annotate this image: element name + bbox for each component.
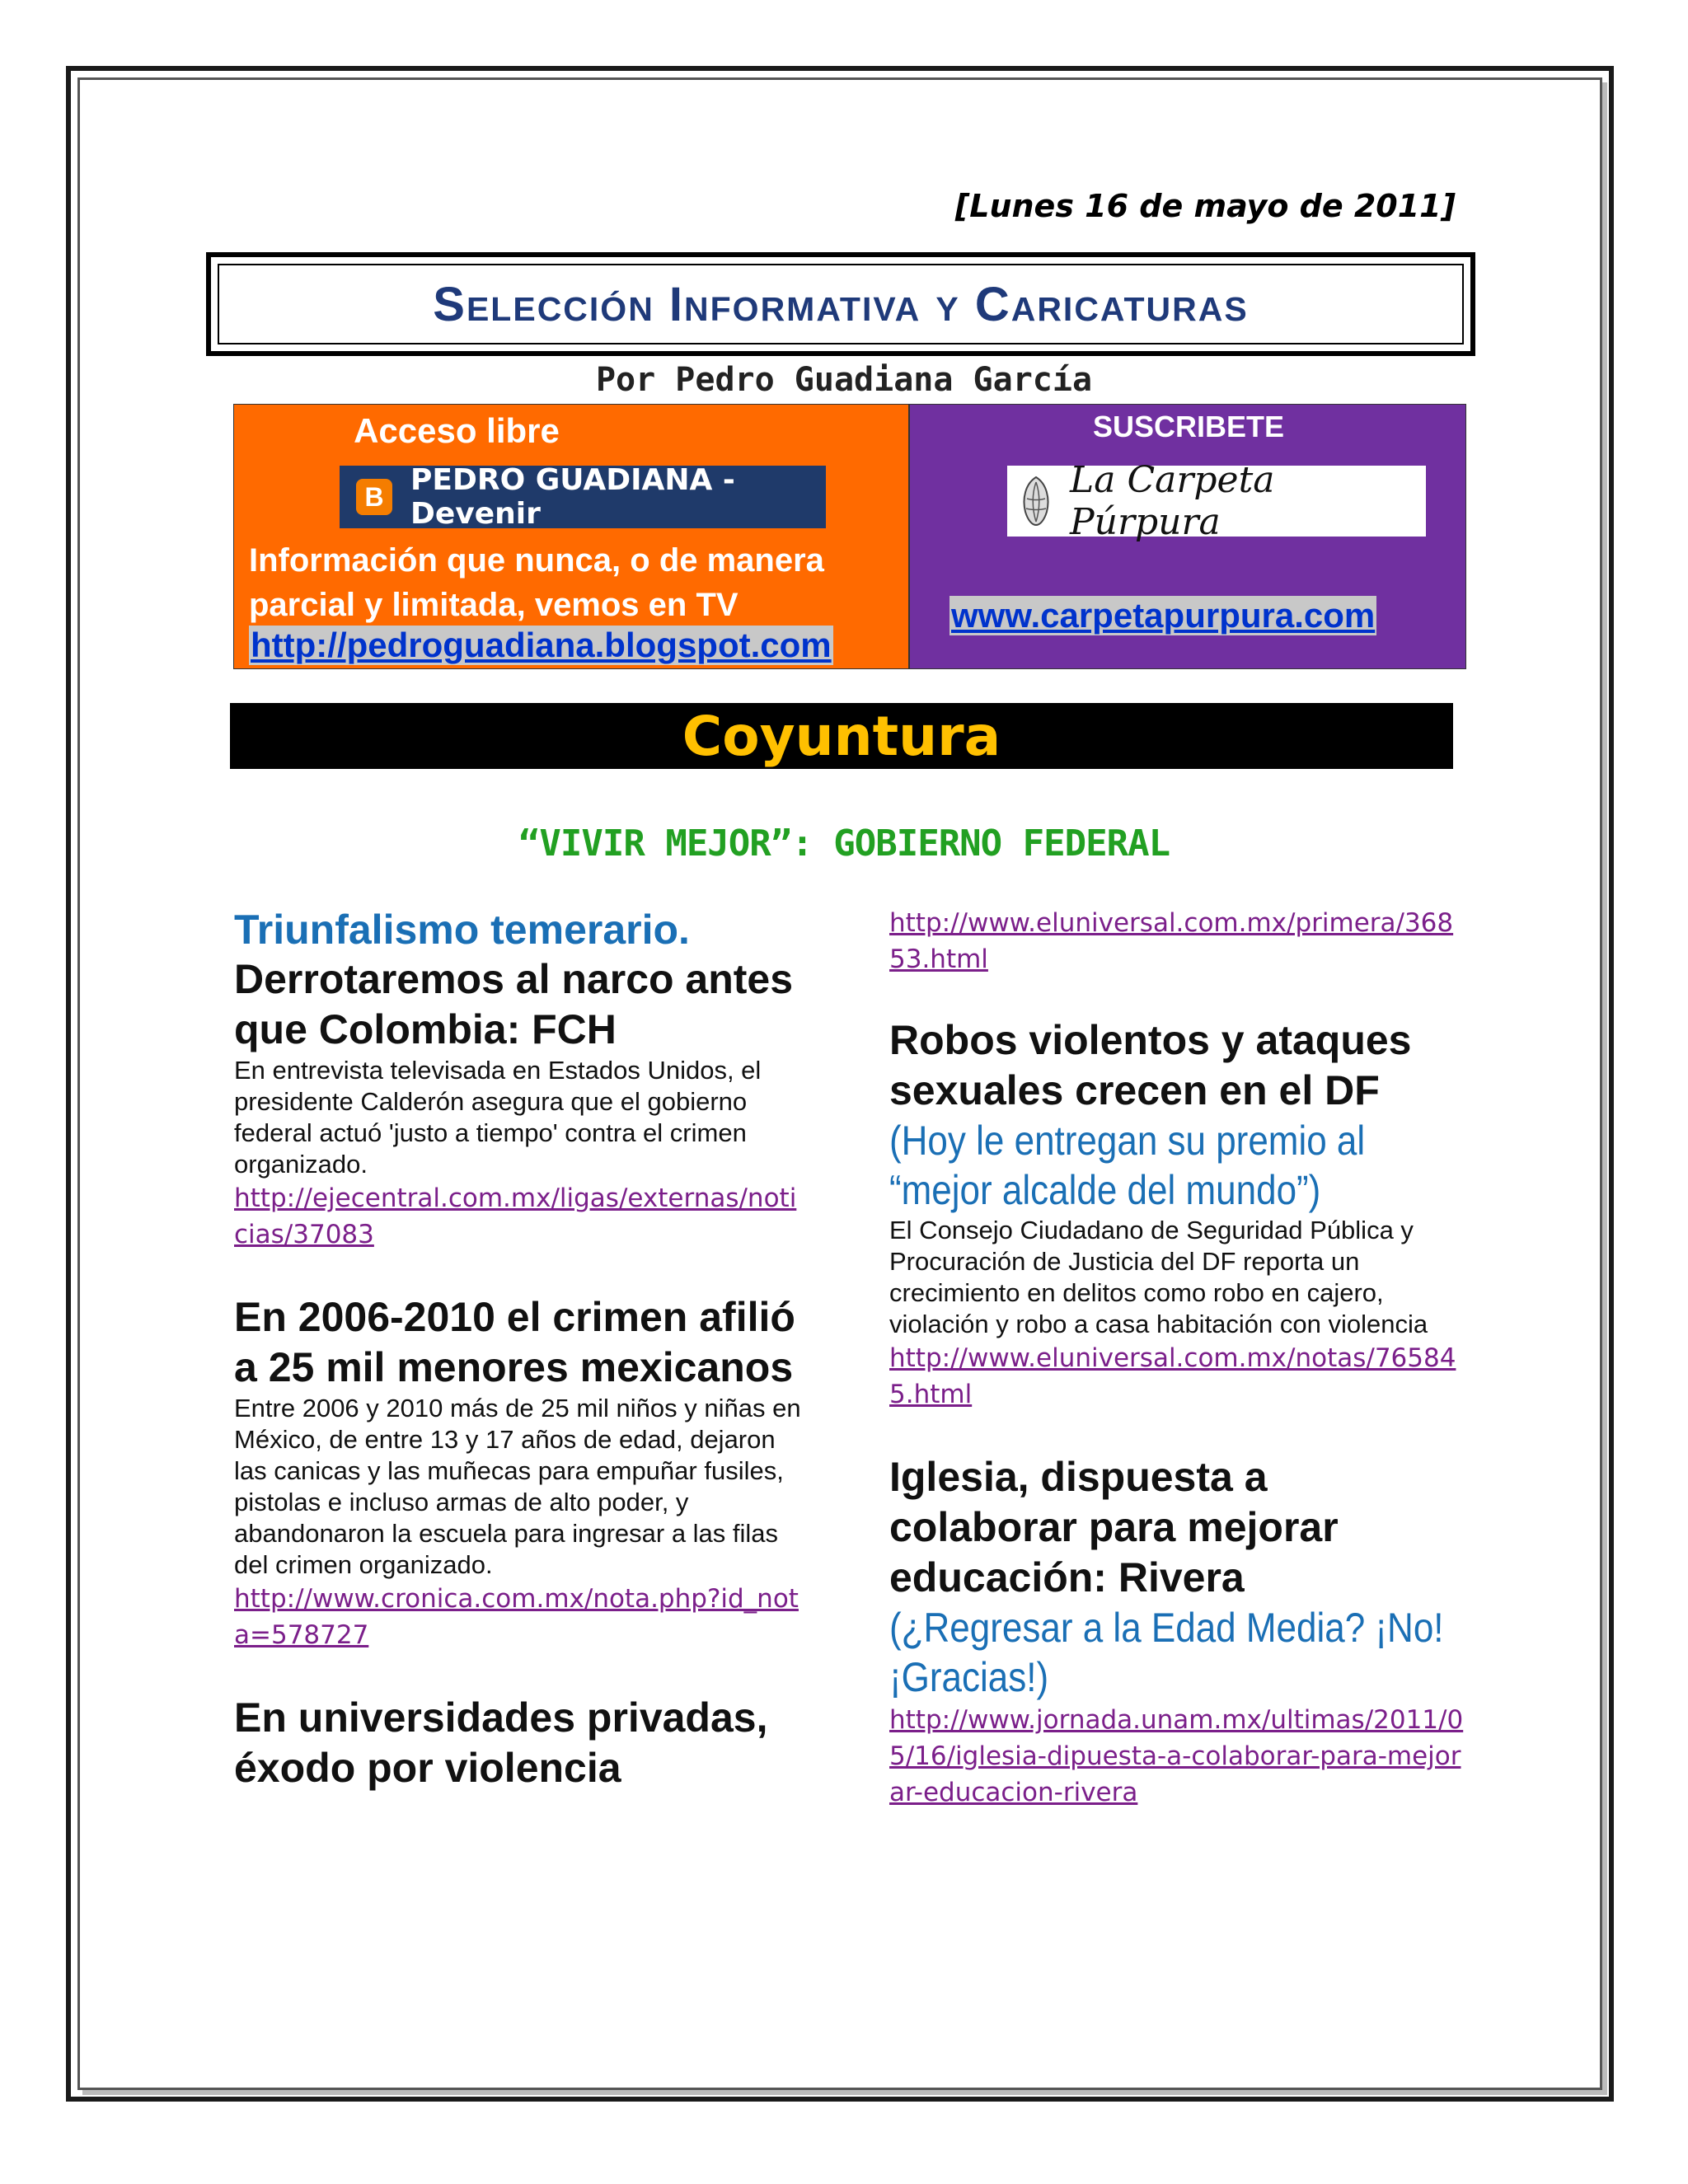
article-headline: En universidades privadas, éxodo por violencia xyxy=(234,1694,768,1791)
carpeta-link[interactable]: www.carpetapurpura.com xyxy=(951,596,1376,635)
subsection-title: “VIVIR MEJOR”: GOBIERNO FEDERAL xyxy=(518,823,1170,865)
article xyxy=(889,1452,1466,1811)
article-note: (Hoy le entregan su premio al “mejor alcalde del mundo”) xyxy=(889,1118,1366,1213)
article-link[interactable]: http://www.eluniversal.com.mx/primera/36853.html xyxy=(889,908,1454,974)
blog-link[interactable]: http://pedroguadiana.blogspot.com xyxy=(251,626,832,664)
blog-name: PEDRO GUADIANA - Devenir xyxy=(410,463,735,531)
shell-icon xyxy=(1015,474,1057,528)
subscribe-heading: SUSCRIBETE xyxy=(1092,410,1285,443)
issue-date: [Lunes 16 de mayo de 2011] xyxy=(954,188,1456,224)
blogger-icon xyxy=(356,479,392,515)
article xyxy=(234,1693,803,1793)
article-headline: Iglesia, dispuesta a colaborar para mejorar educación: Rivera xyxy=(889,1454,1339,1601)
right-column xyxy=(889,905,1466,1850)
banner-info-text: Información que nunca, o de manera parcial y limitada, vemos en TV xyxy=(249,542,824,623)
article-link[interactable]: http://www.eluniversal.com.mx/notas/765845.html xyxy=(889,1343,1456,1409)
section-title: Coyuntura xyxy=(682,704,1001,768)
article-link[interactable]: http://ejecentral.com.mx/ligas/externas/noticias/37083 xyxy=(234,1183,797,1249)
article-headline: En 2006-2010 el crimen afilió a 25 mil menores mexicanos xyxy=(234,1294,795,1390)
page-title: Selección Informativa y Caricaturas xyxy=(433,277,1249,331)
banner-free-access-heading: Acceso libre xyxy=(354,411,560,450)
article-headline: Robos violentos y ataques sexuales crecen en el DF xyxy=(889,1017,1412,1113)
left-column xyxy=(234,905,803,1833)
article-body: Entre 2006 y 2010 más de 25 mil niños y niñas en México, de entre 13 y 17 años de edad, dejaron las canicas y las muñecas para empuñar fusiles, pistolas e incluso armas de alto poder, y abandonaron la escuela para ingresar a las filas del crimen organizado. xyxy=(234,1394,801,1579)
title-box xyxy=(206,252,1475,356)
article-kicker: Triunfalismo temerario. xyxy=(234,907,690,953)
section-bar xyxy=(230,703,1453,769)
article xyxy=(889,905,1466,977)
blog-badge[interactable] xyxy=(340,463,826,531)
article xyxy=(889,1015,1466,1413)
article-headline: Derrotaremos al narco antes que Colombia: FCH xyxy=(234,956,794,1052)
article-body: En entrevista televisada en Estados Unidos, el presidente Calderón asegura que el gobierno federal actuó 'justo a tiempo' contra el crimen organizado. xyxy=(234,1056,762,1179)
article-body: El Consejo Ciudadano de Seguridad Pública y Procuración de Justicia del DF reporta un crecimiento en delitos como robo en cajero, violación y robo a casa habitación con violencia xyxy=(889,1216,1428,1338)
carpeta-logo-text: La Carpeta Púrpura xyxy=(1070,459,1275,543)
banner-free-access xyxy=(233,404,909,669)
article xyxy=(234,905,803,1253)
byline: Por Pedro Guadiana García xyxy=(595,361,1093,399)
article-link[interactable]: http://www.cronica.com.mx/nota.php?id_nota=578727 xyxy=(234,1584,799,1650)
article-link[interactable]: http://www.jornada.unam.mx/ultimas/2011/05/16/iglesia-dipuesta-a-colaborar-para-mejorar-educacion-rivera xyxy=(889,1705,1464,1807)
article-note: (¿Regresar a la Edad Media? ¡No! ¡Gracias!) xyxy=(889,1605,1444,1700)
article xyxy=(234,1292,803,1653)
title-box-inner xyxy=(218,264,1464,344)
carpeta-logo[interactable] xyxy=(1007,459,1426,543)
banner-subscribe xyxy=(909,404,1466,669)
